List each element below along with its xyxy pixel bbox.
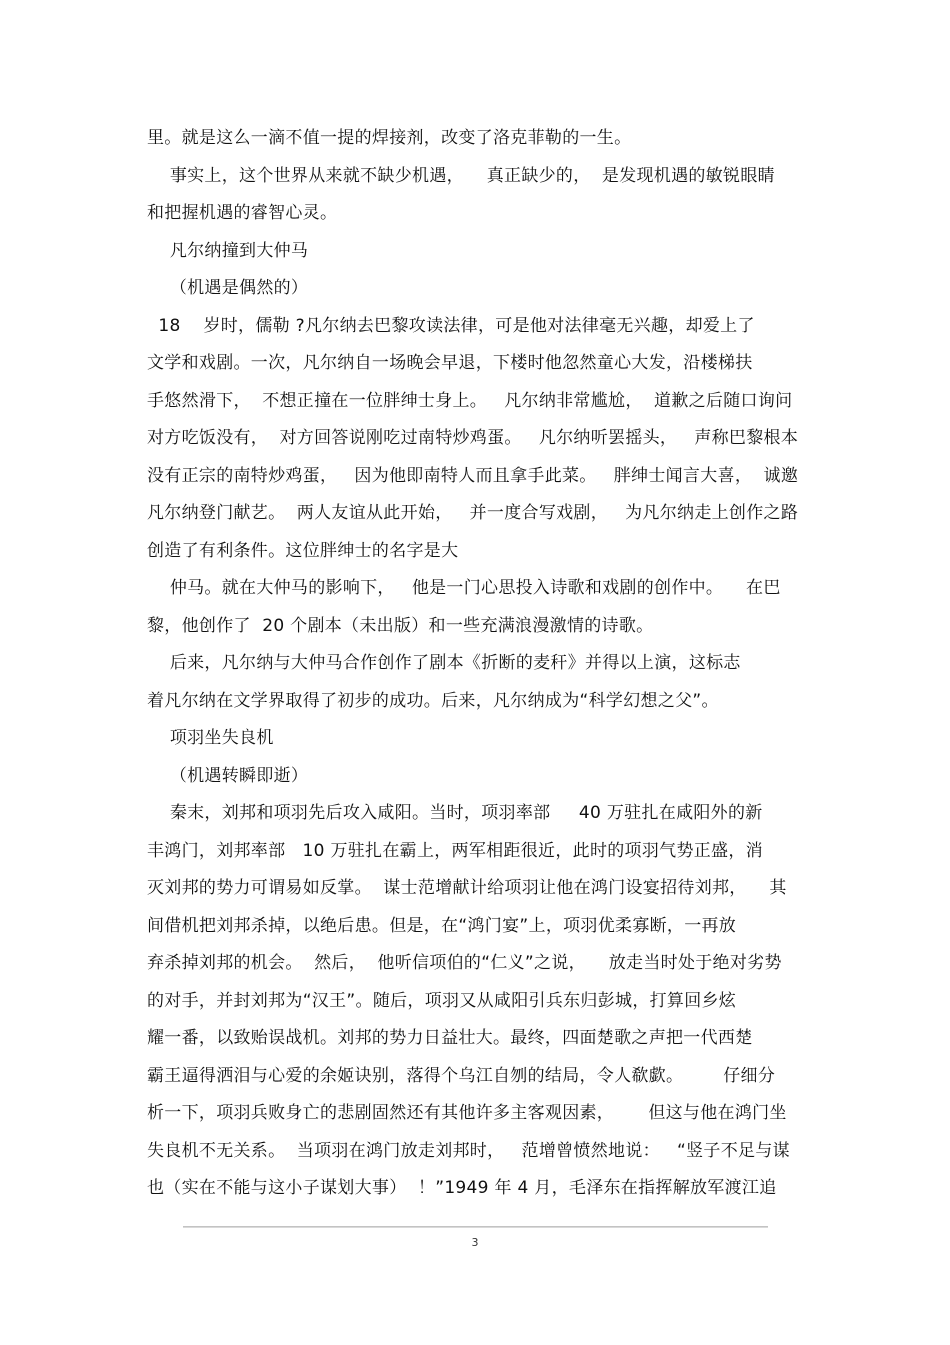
text-line: 18 岁时，儒勒 ?凡尔纳去巴黎攻读法律，可是他对法律毫无兴趣，却爱上了 [147,315,755,336]
text-line: 黎，他创作了 20 个剧本（未出版）和一些充满浪漫激情的诗歌。 [147,615,654,636]
text-line: 失良机不无关系。 当项羽在鸿门放走刘邦时， 范增曾愤然地说： “竖子不足与谋 [147,1140,790,1161]
text-line: 霸王逼得洒泪与心爱的余姬诀别，落得个乌江自刎的结局，令人欷歔。 仔细分 [147,1065,776,1086]
text-line: 仲马。就在大仲马的影响下， 他是一门心思投入诗歌和戏剧的创作中。 在巴 [147,578,781,598]
text-line: 间借机把刘邦杀掉，以绝后患。但是，在“鸿门宴”上，项羽优柔寡断，一再放 [147,915,737,936]
text-line: （机遇转瞬即逝） [147,765,309,786]
text-line: 灭刘邦的势力可谓易如反掌。 谋士范增献计给项羽让他在鸿门设宴招待刘邦， 其 [147,878,787,898]
text-line: 着凡尔纳在文学界取得了初步的成功。后来，凡尔纳成为“科学幻想之父”。 [147,690,719,711]
text-line: 也（实在不能与这小子谋划大事） ！”1949 年 4 月，毛泽东在指挥解放军渡江追 [147,1178,777,1198]
text-line: 耀一番，以致贻误战机。刘邦的势力日益壮大。最终，四面楚歌之声把一代西楚 [147,1028,753,1048]
text-line: 手悠然滑下， 不想正撞在一位胖绅士身上。 凡尔纳非常尴尬， 道歉之后随口询问 [147,390,793,411]
text-line: 文学和戏剧。一次，凡尔纳自一场晚会早退，下楼时他忽然童心大发，沿楼梯扶 [147,353,753,373]
text-line: 丰鸿门，刘邦率部 10 万驻扎在霸上，两军相距很近，此时的项羽气势正盛，消 [147,840,763,861]
text-line: 没有正宗的南特炒鸡蛋， 因为他即南特人而且拿手此菜。 胖绅士闻言大喜， 诚邀 [147,465,799,486]
page-number: 3 [471,1236,479,1249]
text-line: 凡尔纳撞到大仲马 [147,240,309,261]
text-line: 创造了有利条件。这位胖绅士的名字是大 [147,540,459,561]
text-line: 项羽坐失良机 [147,728,274,748]
text-line: 对方吃饭没有， 对方回答说刚吃过南特炒鸡蛋。 凡尔纳听罢摇头， 声称巴黎根本 [147,428,799,448]
text-line: 事实上，这个世界从来就不缺少机遇， 真正缺少的， 是发现机遇的敏锐眼睛 [147,165,775,186]
footer-divider [183,1226,768,1228]
text-line: 凡尔纳登门献艺。 两人友谊从此开始， 并一度合写戏剧， 为凡尔纳走上创作之路 [147,503,799,523]
text-line: 里。就是这么一滴不值一提的焊接剂，改变了洛克菲勒的一生。 [147,128,632,148]
text-line: 弃杀掉刘邦的机会。 然后， 他听信项伯的“仁义”之说， 放走当时处于绝对劣势 [147,953,782,973]
text-line: 秦末，刘邦和项羽先后攻入咸阳。当时，项羽率部 40 万驻扎在咸阳外的新 [147,803,763,823]
text-line: 的对手，并封刘邦为“汉王”。随后，项羽又从咸阳引兵东归彭城，打算回乡炫 [147,990,737,1011]
text-line: 析一下，项羽兵败身亡的悲剧固然还有其他许多主客观因素， 但这与他在鸿门坐 [147,1103,787,1123]
text-line: 后来，凡尔纳与大仲马合作创作了剧本《折断的麦秆》并得以上演，这标志 [147,653,741,673]
text-line: 和把握机遇的睿智心灵。 [147,203,338,223]
text-line: （机遇是偶然的） [147,278,309,298]
